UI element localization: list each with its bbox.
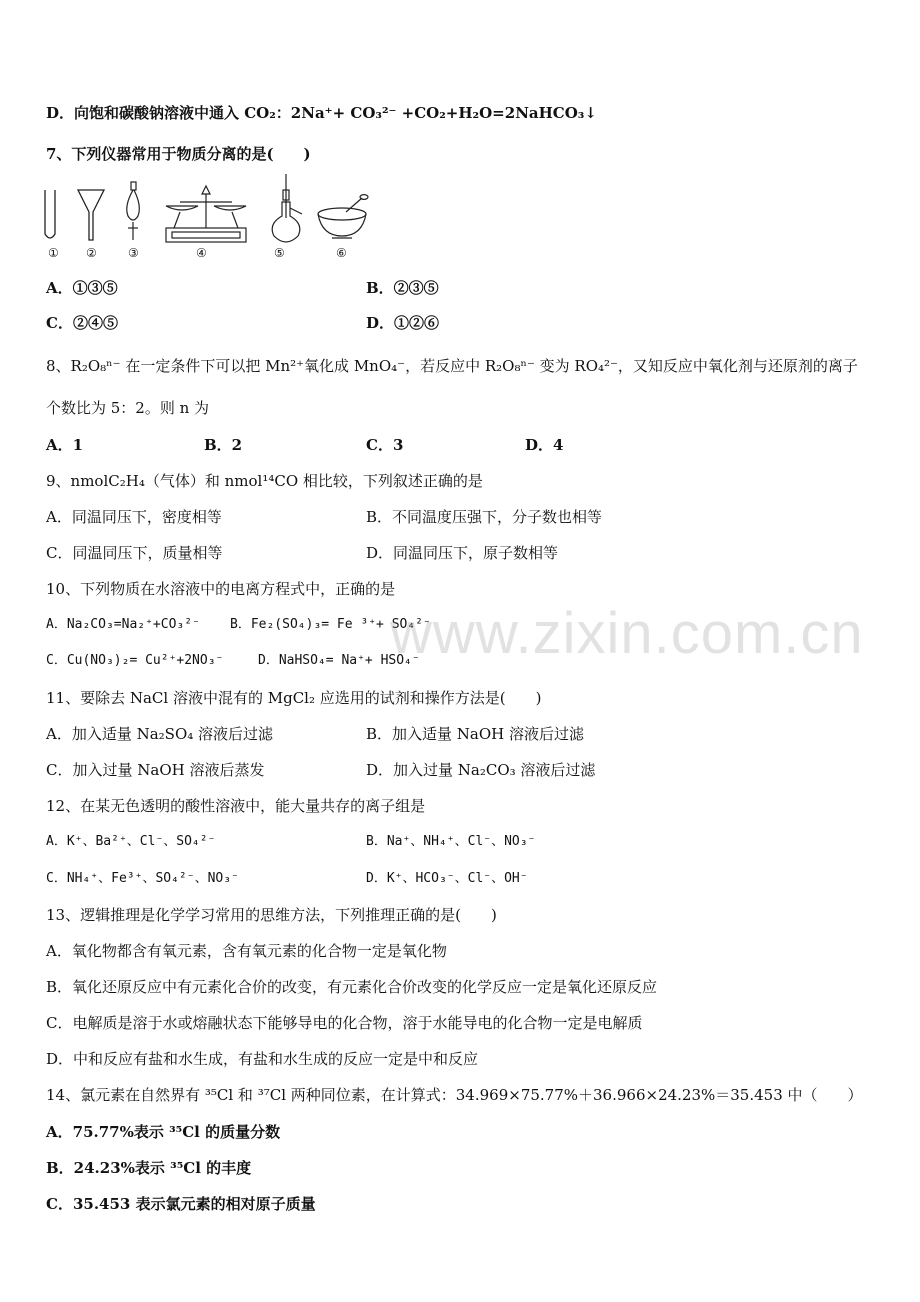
apparatus-label-3: ③ [128, 246, 139, 260]
mortar-and-pestle-icon [318, 195, 368, 238]
question-9-stem: 9、nmolC₂H₄（气体）和 nmol¹⁴CO 相比较，下列叙述正确的是 [46, 472, 483, 490]
question-11-option-b: B．加入适量 NaOH 溶液后过滤 [366, 725, 585, 743]
question-10-option-c: C．Cu(NO₃)₂= Cu²⁺+2NO₃⁻ [46, 653, 224, 668]
question-13-option-a: A．氧化物都含有氧元素，含有氧元素的化合物一定是氧化物 [46, 942, 447, 960]
question-12-stem: 12、在某无色透明的酸性溶液中，能大量共存的离子组是 [46, 797, 426, 815]
question-7-option-c: C．②④⑤ [46, 314, 118, 332]
apparatus-label-4: ④ [196, 246, 207, 260]
question-11-option-d: D．加入过量 Na₂CO₃ 溶液后过滤 [366, 761, 596, 779]
question-14-option-c: C．35.453 表示氯元素的相对原子质量 [46, 1195, 316, 1213]
question-9-option-a: A．同温同压下，密度相等 [46, 508, 222, 526]
question-7-option-d: D．①②⑥ [366, 314, 440, 332]
question-13-option-b: B．氧化还原反应中有元素化合价的改变，有元素化合价改变的化学反应一定是氧化还原反应 [46, 978, 658, 996]
distillation-flask-icon [272, 174, 302, 242]
question-14-option-b: B．24.23%表示 ³⁵Cl 的丰度 [46, 1159, 252, 1177]
question-10-stem: 10、下列物质在水溶液中的电离方程式中，正确的是 [46, 580, 396, 598]
question-13-option-c: C．电解质是溶于水或熔融状态下能够导电的化合物，溶于水能导电的化合物一定是电解质 [46, 1014, 643, 1032]
question-7-stem: 7、下列仪器常用于物质分离的是( ) [46, 145, 311, 163]
question-11-stem: 11、要除去 NaCl 溶液中混有的 MgCl₂ 应选用的试剂和操作方法是( ) [46, 689, 542, 707]
question-12-option-d: D．K⁺、HCO₃⁻、Cl⁻、OH⁻ [366, 871, 528, 886]
question-8-stem-line1: 8、R₂O₈ⁿ⁻ 在一定条件下可以把 Mn²⁺氧化成 MnO₄⁻，若反应中 R₂O₈ⁿ⁻ 变为 RO₄²⁻，又知反应中氧化剂与还原剂的离子 [46, 357, 858, 375]
question-11-option-a: A．加入适量 Na₂SO₄ 溶液后过滤 [46, 725, 274, 743]
question-8-option-b: B．2 [204, 436, 243, 454]
question-13-stem: 13、逻辑推理是化学学习常用的思维方法，下列推理正确的是( ) [46, 906, 497, 924]
apparatus-label-2: ② [86, 246, 97, 260]
lab-apparatus-figure [40, 172, 380, 264]
question-8-option-d: D．4 [525, 436, 564, 454]
question-9-option-b: B．不同温度压强下，分子数也相等 [366, 508, 603, 526]
question-10-option-b: B．Fe₂(SO₄)₃= Fe ³⁺+ SO₄²⁻ [230, 617, 431, 632]
question-6-option-d: D．向饱和碳酸钠溶液中通入 CO₂：2Na⁺+ CO₃²⁻ +CO₂+H₂O=2NaHCO₃↓ [46, 104, 597, 122]
question-8-option-a: A．1 [46, 436, 84, 454]
question-12-option-b: B．Na⁺、NH₄⁺、Cl⁻、NO₃⁻ [366, 834, 536, 849]
question-13-option-d: D．中和反应有盐和水生成，有盐和水生成的反应一定是中和反应 [46, 1050, 479, 1068]
question-11-option-c: C．加入过量 NaOH 溶液后蒸发 [46, 761, 265, 779]
balance-icon [166, 186, 246, 242]
question-12-option-a: A．K⁺、Ba²⁺、Cl⁻、SO₄²⁻ [46, 834, 216, 849]
question-14-stem: 14、氯元素在自然界有 ³⁵Cl 和 ³⁷Cl 两种同位素，在计算式：34.969×75.77%＋36.966×24.23%＝35.453 中（ ） [46, 1086, 863, 1104]
question-8-stem-line2: 个数比为 5：2。则 n 为 [46, 399, 210, 417]
question-10-option-a: A．Na₂CO₃=Na₂⁺+CO₃²⁻ [46, 617, 200, 632]
question-14-option-a: A．75.77%表示 ³⁵Cl 的质量分数 [46, 1123, 281, 1141]
watermark: www.zixin.com.cn [390, 601, 864, 666]
question-7-option-a: A．①③⑤ [46, 279, 118, 297]
apparatus-label-1: ① [48, 246, 59, 260]
apparatus-drawings [40, 172, 380, 246]
question-9-option-d: D．同温同压下，原子数相等 [366, 544, 559, 562]
question-8-option-c: C．3 [366, 436, 404, 454]
apparatus-label-5: ⑤ [274, 246, 285, 260]
question-9-option-c: C．同温同压下，质量相等 [46, 544, 223, 562]
question-12-option-c: C．NH₄⁺、Fe³⁺、SO₄²⁻、NO₃⁻ [46, 871, 239, 886]
funnel-icon [78, 190, 104, 240]
test-tube-icon [45, 190, 55, 238]
question-10-option-d: D．NaHSO₄= Na⁺+ HSO₄⁻ [258, 653, 420, 668]
question-7-option-b: B．②③⑤ [366, 279, 439, 297]
apparatus-label-6: ⑥ [336, 246, 347, 260]
separatory-funnel-icon [127, 182, 140, 240]
